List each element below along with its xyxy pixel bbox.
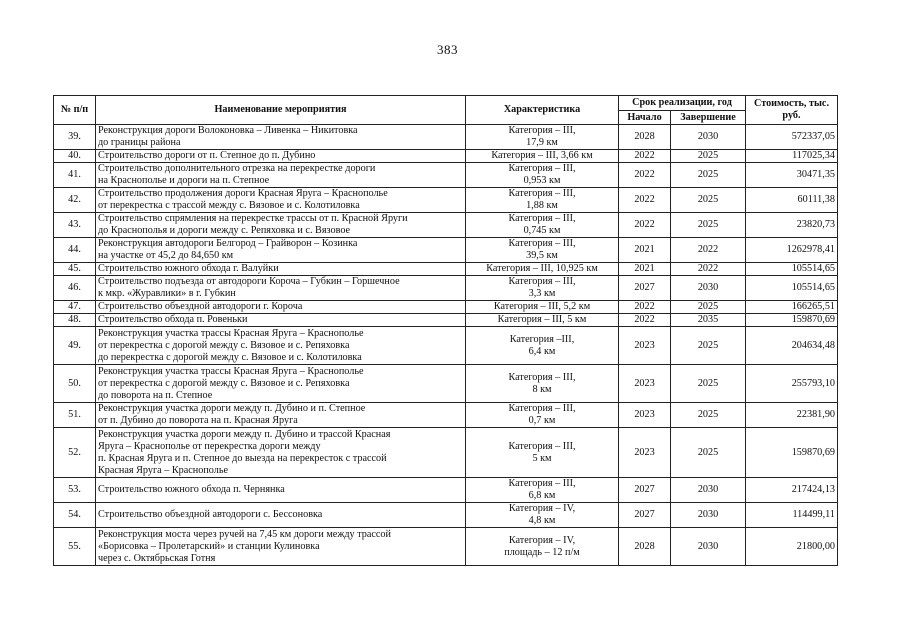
- start-year: 2021: [619, 238, 671, 263]
- row-number: 53.: [54, 478, 96, 503]
- start-year: 2027: [619, 478, 671, 503]
- measure-name-line: до поворота на п. Степное: [98, 389, 213, 401]
- measure-name-line: Реконструкция дороги Волоконовка – Ливенка – Никитовка: [98, 125, 358, 136]
- end-year: 2025: [671, 213, 746, 238]
- measure-name-line: на участке от 45,2 до 84,650 км: [98, 250, 234, 261]
- table-row: [54, 365, 838, 403]
- row-number: 52.: [54, 428, 96, 478]
- row-number: 40.: [54, 150, 96, 163]
- characteristic-line: Категория –III,: [509, 333, 575, 345]
- cost-value: 217424,13: [746, 478, 838, 503]
- table-row: [54, 213, 838, 238]
- characteristic-line: Категория – III,: [508, 478, 576, 489]
- table-row: [54, 163, 838, 188]
- characteristic-line: Категория – IV,: [508, 503, 576, 514]
- cost-value: 166265,51: [746, 301, 838, 314]
- end-year: 2025: [671, 150, 746, 163]
- measure-name: [96, 403, 466, 428]
- characteristic: [466, 528, 619, 566]
- table-row: [54, 263, 838, 276]
- characteristic-line: площадь – 12 п/м: [504, 546, 580, 558]
- characteristic-line: Категория – III, 5 км: [497, 314, 587, 325]
- cost-value: 30471,35: [746, 163, 838, 188]
- end-year: 2025: [671, 327, 746, 365]
- table-row: [54, 125, 838, 150]
- characteristic-line: Категория – III,: [508, 440, 576, 452]
- measure-name-line: от перекрестка с дорогой между с. Вязовое и с. Репяховка: [98, 377, 350, 389]
- row-number: 44.: [54, 238, 96, 263]
- cost-value: 105514,65: [746, 263, 838, 276]
- cost-value: 159870,69: [746, 428, 838, 478]
- measure-name: [96, 163, 466, 188]
- characteristic: [466, 188, 619, 213]
- end-year: 2022: [671, 263, 746, 276]
- measure-name: [96, 188, 466, 213]
- row-number: 42.: [54, 188, 96, 213]
- measure-name: [96, 428, 466, 478]
- characteristic-line: Категория – III,: [508, 125, 576, 136]
- characteristic: [466, 365, 619, 403]
- measure-name-line: Реконструкция участка дороги между п. Дубино и п. Степное: [98, 403, 366, 414]
- table-body: [54, 125, 838, 566]
- characteristic: [466, 428, 619, 478]
- end-year: 2025: [671, 403, 746, 428]
- row-number: 45.: [54, 263, 96, 276]
- end-year: 2025: [671, 301, 746, 314]
- end-year: 2030: [671, 125, 746, 150]
- characteristic-line: Категория – III,: [508, 403, 576, 414]
- measure-name: [96, 213, 466, 238]
- row-number: 43.: [54, 213, 96, 238]
- characteristic-line: 3,3 км: [528, 288, 556, 299]
- end-year: 2025: [671, 163, 746, 188]
- end-year: 2025: [671, 365, 746, 403]
- characteristic-line: 17,9 км: [526, 137, 558, 148]
- row-number: 48.: [54, 314, 96, 327]
- cost-value: 21800,00: [746, 528, 838, 566]
- start-year: 2023: [619, 403, 671, 428]
- start-year: 2023: [619, 327, 671, 365]
- characteristic-line: 8 км: [532, 383, 552, 395]
- end-year: 2025: [671, 428, 746, 478]
- characteristic-line: 0,7 км: [528, 415, 556, 426]
- start-year: 2022: [619, 188, 671, 213]
- row-number: 46.: [54, 276, 96, 301]
- row-number: 50.: [54, 365, 96, 403]
- start-year: 2022: [619, 301, 671, 314]
- measure-name: [96, 150, 466, 163]
- table-row: [54, 150, 838, 163]
- start-year: 2027: [619, 276, 671, 301]
- header-num: № п/п: [54, 96, 96, 125]
- cost-value: 60111,38: [746, 188, 838, 213]
- measures-table: [53, 95, 838, 566]
- cost-value: 159870,69: [746, 314, 838, 327]
- characteristic-line: Категория – III,: [508, 188, 576, 199]
- table-row: [54, 528, 838, 566]
- characteristic-line: 0,953 км: [523, 175, 561, 186]
- page-number: 383: [437, 42, 458, 57]
- table-row: [54, 314, 838, 327]
- start-year: 2022: [619, 213, 671, 238]
- end-year: 2030: [671, 478, 746, 503]
- measure-name-line: Строительство подъезда от автодороги Короча – Губкин – Горшечное: [98, 276, 400, 287]
- characteristic: [466, 503, 619, 528]
- header-characteristic: Характеристика: [466, 96, 619, 125]
- row-number: 41.: [54, 163, 96, 188]
- cost-value: 23820,73: [746, 213, 838, 238]
- row-number: 51.: [54, 403, 96, 428]
- end-year: 2030: [671, 276, 746, 301]
- start-year: 2022: [619, 314, 671, 327]
- measure-name-line: от п. Дубино до поворота на п. Красная Яруга: [98, 415, 298, 426]
- characteristic-line: Категория – III,: [508, 238, 576, 249]
- characteristic-line: 6,4 км: [528, 345, 556, 357]
- start-year: 2028: [619, 528, 671, 566]
- table-row: [54, 428, 838, 478]
- characteristic: [466, 314, 619, 327]
- cost-value: 105514,65: [746, 276, 838, 301]
- measure-name-line: Красная Яруга – Краснополье: [98, 464, 229, 476]
- table-row: [54, 301, 838, 314]
- header-start: Начало: [619, 111, 671, 125]
- start-year: 2028: [619, 125, 671, 150]
- measure-name-line: через с. Октябрьская Готня: [98, 552, 216, 564]
- characteristic-line: Категория – IV,: [508, 534, 576, 546]
- measure-name-line: Строительство продолжения дороги Красная Яруга – Краснополье: [98, 188, 388, 199]
- measure-name-line: Строительство южного обхода г. Валуйки: [98, 263, 279, 274]
- characteristic: [466, 150, 619, 163]
- measure-name: [96, 327, 466, 365]
- characteristic: [466, 403, 619, 428]
- characteristic: [466, 263, 619, 276]
- end-year: 2025: [671, 188, 746, 213]
- measure-name-line: до Краснополья и дороги между с. Репяховка и с. Вязовое: [98, 225, 351, 236]
- measure-name-line: до перекрестка с дорогой между с. Вязовое и с. Колотиловка: [98, 351, 362, 363]
- start-year: 2023: [619, 428, 671, 478]
- characteristic-line: Категория – III, 10,925 км: [486, 263, 598, 274]
- end-year: 2035: [671, 314, 746, 327]
- row-number: 55.: [54, 528, 96, 566]
- measure-name-line: Реконструкция участка дороги между п. Дубино и трассой Красная: [98, 428, 391, 440]
- measure-name-line: Реконструкция участка трассы Красная Яруга – Краснополье: [98, 327, 364, 339]
- cost-value: 204634,48: [746, 327, 838, 365]
- table-row: [54, 188, 838, 213]
- characteristic-line: Категория – III, 5,2 км: [493, 301, 591, 312]
- cost-value: 22381,90: [746, 403, 838, 428]
- start-year: 2022: [619, 163, 671, 188]
- measure-name-line: Строительство спрямления на перекрестке трассы от п. Красной Яруги: [98, 213, 408, 224]
- measure-name-line: п. Красная Яруга и п. Степное до выезда на перекресток с трассой: [98, 452, 387, 464]
- start-year: 2021: [619, 263, 671, 276]
- measure-name-line: Реконструкция моста через ручей на 7,45 км дороги между трассой: [98, 528, 391, 540]
- characteristic-line: 4,8 км: [528, 515, 556, 526]
- characteristic: [466, 276, 619, 301]
- cost-value: 114499,11: [746, 503, 838, 528]
- row-number: 49.: [54, 327, 96, 365]
- measure-name-line: «Борисовка – Пролетарский» и станции Кулиновка: [98, 540, 320, 552]
- start-year: 2027: [619, 503, 671, 528]
- measure-name-line: Строительство объездной автодороги г. Короча: [98, 301, 303, 312]
- characteristic-line: Категория – III,: [508, 163, 576, 174]
- measure-name: [96, 263, 466, 276]
- measure-name: [96, 478, 466, 503]
- table-row: [54, 238, 838, 263]
- row-number: 47.: [54, 301, 96, 314]
- header-period: Срок реализации, год: [619, 96, 746, 111]
- table-row: [54, 327, 838, 365]
- measure-name-line: Яруга – Краснополье от перекрестка дороги между: [98, 440, 321, 452]
- table-row: [54, 403, 838, 428]
- measure-name-line: Реконструкция участка трассы Красная Яруга – Краснополье: [98, 365, 364, 377]
- measure-name-line: от перекрестка с дорогой между с. Вязовое и с. Репяховка: [98, 339, 350, 351]
- measure-name-line: от перекрестка с трассой между с. Вязовое и с. Колотиловка: [98, 200, 360, 211]
- start-year: 2023: [619, 365, 671, 403]
- measure-name: [96, 276, 466, 301]
- row-number: 39.: [54, 125, 96, 150]
- measure-name: [96, 314, 466, 327]
- characteristic: [466, 125, 619, 150]
- table-row: [54, 276, 838, 301]
- measure-name-line: на Краснополье и дороги на п. Степное: [98, 175, 270, 186]
- measure-name-line: Строительство дополнительного отрезка на перекрестке дороги: [98, 163, 376, 174]
- row-number: 54.: [54, 503, 96, 528]
- cost-value: 255793,10: [746, 365, 838, 403]
- characteristic-line: Категория – III,: [508, 276, 576, 287]
- characteristic-line: 39,5 км: [526, 250, 558, 261]
- characteristic-line: 5 км: [532, 452, 552, 464]
- end-year: 2022: [671, 238, 746, 263]
- characteristic: [466, 301, 619, 314]
- measure-name: [96, 365, 466, 403]
- characteristic-line: Категория – III, 3,66 км: [491, 150, 593, 161]
- cost-value: 117025,34: [746, 150, 838, 163]
- cost-value: 1262978,41: [746, 238, 838, 263]
- characteristic: [466, 163, 619, 188]
- measure-name-line: Строительство объездной автодороги с. Бессоновка: [98, 509, 323, 520]
- characteristic: [466, 327, 619, 365]
- characteristic: [466, 478, 619, 503]
- measure-name-line: до границы района: [98, 137, 181, 148]
- table-row: [54, 478, 838, 503]
- header-cost: Стоимость, тыс. руб.: [746, 96, 838, 125]
- characteristic-line: Категория – III,: [508, 213, 576, 224]
- characteristic: [466, 213, 619, 238]
- measure-name: [96, 238, 466, 263]
- characteristic: [466, 238, 619, 263]
- start-year: 2022: [619, 150, 671, 163]
- measure-name-line: Строительство дороги от п. Степное до п. Дубино: [98, 150, 316, 161]
- measure-name-line: к мкр. «Журавлики» в г. Губкин: [98, 288, 236, 299]
- measure-name-line: Строительство обхода п. Ровеньки: [98, 314, 248, 325]
- measure-name-line: Реконструкция автодороги Белгород – Грайворон – Козинка: [98, 238, 358, 249]
- characteristic-line: Категория – III,: [508, 371, 576, 383]
- measure-name: [96, 301, 466, 314]
- cost-value: 572337,05: [746, 125, 838, 150]
- characteristic-line: 1,88 км: [526, 200, 558, 211]
- measure-name-line: Строительство южного обхода п. Чернянка: [98, 484, 285, 495]
- end-year: 2030: [671, 528, 746, 566]
- header-end: Завершение: [671, 111, 746, 125]
- header-name: Наименование мероприятия: [96, 96, 466, 125]
- end-year: 2030: [671, 503, 746, 528]
- measure-name: [96, 125, 466, 150]
- measure-name: [96, 503, 466, 528]
- table-row: [54, 503, 838, 528]
- measure-name: [96, 528, 466, 566]
- characteristic-line: 6,8 км: [528, 490, 556, 501]
- characteristic-line: 0,745 км: [523, 225, 561, 236]
